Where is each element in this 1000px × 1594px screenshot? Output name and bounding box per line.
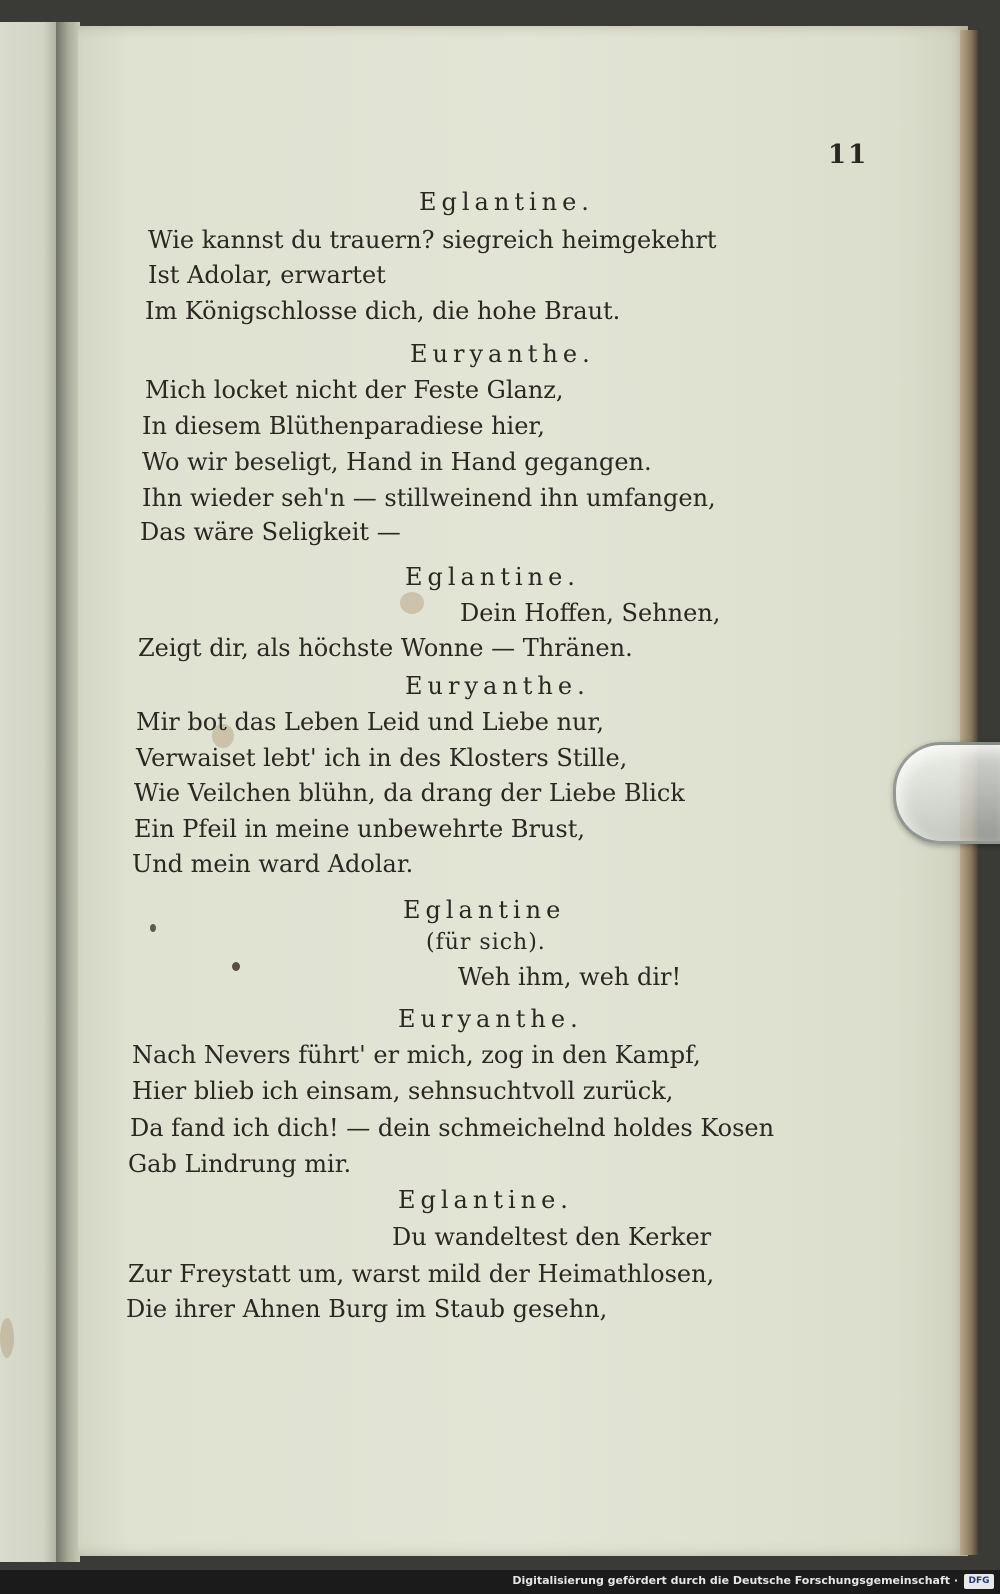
verse-line: Mich locket nicht der Feste Glanz,: [145, 376, 564, 404]
verse-line: Ihn wieder seh'n — stillweinend ihn umfangen,: [142, 484, 716, 512]
verse-line: Im Königschlosse dich, die hohe Braut.: [145, 297, 621, 325]
footer-bar: [0, 1570, 1000, 1594]
verse-line: In diesem Blüthenparadiese hier,: [142, 412, 545, 440]
verse-line: Gab Lindrung mir.: [128, 1150, 352, 1178]
verse-line: Zeigt dir, als höchste Wonne — Thränen.: [138, 634, 633, 662]
ink-spot: [150, 924, 156, 932]
verse-line: Das wäre Seligkeit —: [140, 518, 401, 546]
ink-spot: [232, 962, 240, 971]
dfg-logo: DFG: [964, 1574, 994, 1589]
page-clip: [893, 742, 1000, 844]
page-number: 11: [828, 140, 869, 170]
speaker-name: Euryanthe.: [405, 672, 590, 700]
stage-direction: (für sich).: [426, 930, 546, 955]
verse-line: Wo wir beseligt, Hand in Hand gegangen.: [142, 448, 652, 476]
verse-line: Verwaiset lebt' ich in des Klosters Stille,: [136, 744, 628, 772]
foxing-stain: [400, 592, 424, 614]
verse-line: Wie kannst du trauern? siegreich heimgekehrt: [148, 226, 717, 254]
verse-line: Hier blieb ich einsam, sehnsuchtvoll zurück,: [132, 1077, 674, 1105]
foxing-stain: [0, 1318, 14, 1358]
speaker-name: Eglantine.: [398, 1186, 573, 1214]
speaker-name: Euryanthe.: [410, 340, 595, 368]
verse-line: Die ihrer Ahnen Burg im Staub gesehn,: [126, 1295, 608, 1323]
verse-line: Du wandeltest den Kerker: [392, 1223, 712, 1251]
verse-line: Dein Hoffen, Sehnen,: [460, 599, 721, 627]
funding-credit: Digitalisierung gefördert durch die Deutsche Forschungsgemeinschaft ·: [512, 1574, 958, 1587]
verse-line: Nach Nevers führt' er mich, zog in den Kampf,: [132, 1041, 701, 1069]
speaker-name: Eglantine: [403, 896, 566, 924]
verse-line: Wie Veilchen blühn, da drang der Liebe Blick: [134, 779, 685, 807]
book-gutter: [56, 22, 80, 1562]
verse-line: Weh ihm, weh dir!: [458, 963, 682, 991]
speaker-name: Euryanthe.: [398, 1005, 583, 1033]
verse-line: Ein Pfeil in meine unbewehrte Brust,: [134, 815, 585, 843]
verse-line: Ist Adolar, erwartet: [148, 261, 386, 289]
speaker-name: Eglantine.: [419, 188, 594, 216]
verse-line: Mir bot das Leben Leid und Liebe nur,: [136, 708, 604, 736]
speaker-name: Eglantine.: [405, 563, 580, 591]
verse-line: Da fand ich dich! — dein schmeichelnd holdes Kosen: [130, 1114, 775, 1142]
verse-line: Zur Freystatt um, warst mild der Heimathlosen,: [128, 1260, 715, 1288]
verse-line: Und mein ward Adolar.: [132, 850, 414, 878]
